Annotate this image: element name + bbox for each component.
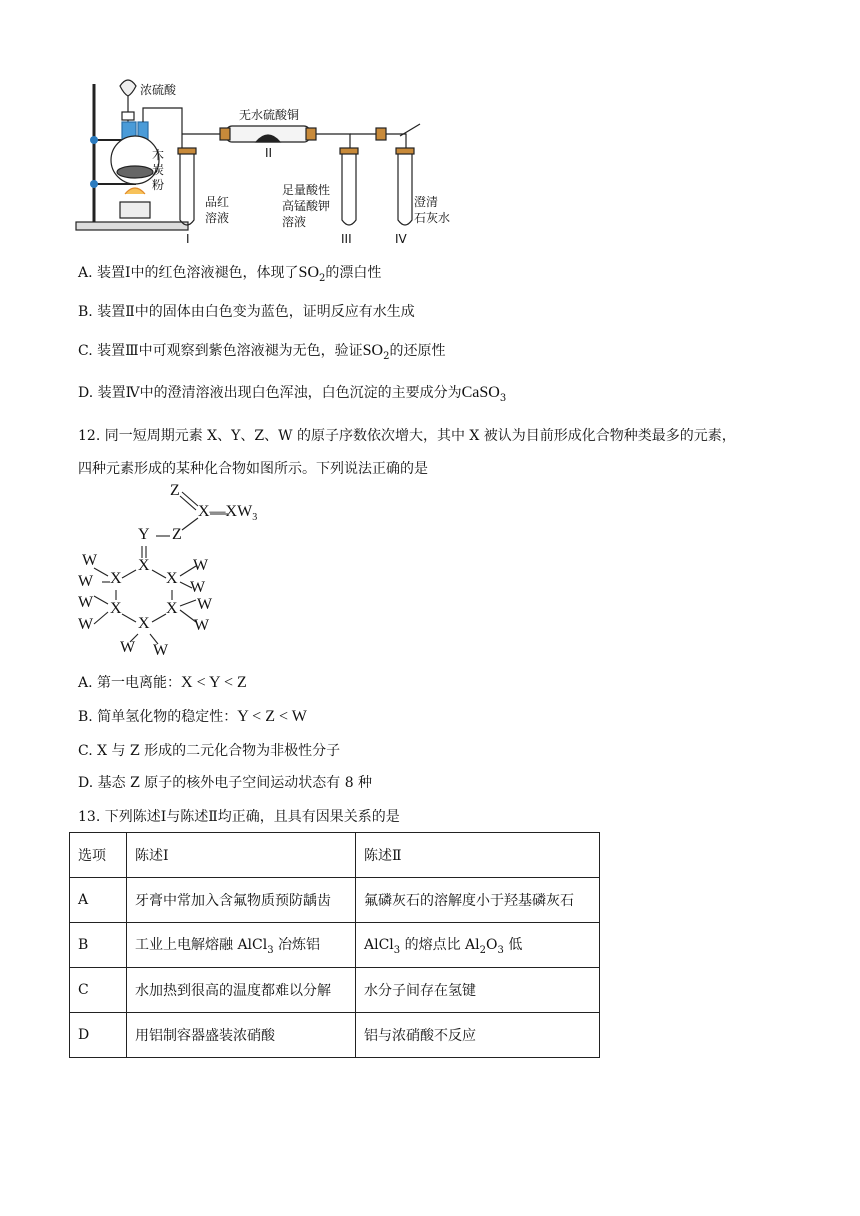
label-limewater-1: 澄清 [414, 195, 439, 209]
q11-option-c-text: C. 装置Ⅲ中可观察到紫色溶液褪为无色，验证 [78, 343, 363, 359]
label-pinred-1: 品红 [205, 195, 230, 209]
label-pinred-2: 溶液 [205, 211, 230, 225]
q13-table [69, 832, 600, 1058]
label-charcoal-2: 炭 [152, 163, 165, 177]
header-statement-1: 陈述Ⅰ [127, 833, 356, 878]
label-roman-1: I [186, 232, 190, 246]
row-a-option: A [70, 878, 127, 923]
q12-stem-line2: 四种元素形成的某种化合物如图所示。下列说法正确的是 [78, 461, 428, 477]
q13-stem: 13. 下列陈述Ⅰ与陈述Ⅱ均正确，且具有因果关系的是 [78, 809, 400, 825]
row-b-s1-b: 冶炼铝 [273, 937, 321, 954]
q11-option-c [78, 340, 445, 362]
row-b-s2-a: AlCl [364, 937, 394, 954]
label-roman-3: III [341, 232, 352, 246]
row-b-s1-sub: 3 [267, 944, 274, 956]
q11-option-d [78, 382, 506, 404]
label-anhydrous-cuso4: 无水硫酸铜 [239, 108, 300, 122]
q12-stem-line1: 12. 同一短周期元素 X、Y、Z、W 的原子序数依次增大，其中 X 被认为目前形成化合物种类最多的元素， [78, 428, 736, 444]
struct-x-xw3 [198, 503, 257, 523]
row-b-s2-sub: 3 [393, 944, 401, 956]
struct-x-3: X [166, 570, 178, 587]
struct-z-mid: Z [172, 526, 182, 543]
struct-w-2: W [78, 573, 94, 590]
row-b-s2-b: 的熔点比 Al [400, 937, 480, 954]
row-b-s2-sub2: 2 [479, 944, 487, 956]
row-d-s2: 铝与浓硝酸不反应 [356, 1013, 600, 1058]
q12-option-b-text: B. 简单氢化物的稳定性： [78, 709, 238, 725]
struct-w-3: W [78, 594, 94, 611]
struct-w-6: W [190, 579, 206, 596]
q12-option-a [78, 672, 247, 692]
struct-x-xw-text: X—XW [198, 503, 253, 520]
q11-option-d-text: D. 装置Ⅳ中的澄清溶液出现白色浑浊，白色沉淀的主要成分为 [78, 385, 462, 401]
struct-w-8: W [194, 617, 210, 634]
struct-x-6: X [138, 615, 150, 632]
struct-w-4: W [78, 616, 94, 633]
row-a-s2: 氟磷灰石的溶解度小于羟基磷灰石 [356, 878, 600, 923]
row-b-s1 [127, 923, 356, 968]
struct-x-2: X [110, 570, 122, 587]
struct-w-1: W [82, 552, 98, 569]
q11-option-d-chem: CaSO [461, 384, 500, 401]
q11-option-a-post: 的漂白性 [325, 265, 382, 281]
label-kmno4-1: 足量酸性 [282, 183, 331, 197]
struct-x-5: X [166, 600, 178, 617]
struct-w-9: W [120, 639, 136, 656]
row-b-option: B [70, 923, 127, 968]
label-kmno4-2: 高锰酸钾 [282, 199, 331, 213]
q12-option-d: D. 基态 Z 原子的核外电子空间运动状态有 8 种 [78, 775, 373, 791]
label-roman-2: II [265, 146, 273, 160]
q11-option-a-sub: 2 [319, 272, 326, 284]
struct-z-top: Z [170, 482, 180, 499]
q12-option-c: C. X 与 Z 形成的二元化合物为非极性分子 [78, 743, 341, 759]
header-option: 选项 [70, 833, 127, 878]
label-conc-acid: 浓硫酸 [140, 83, 177, 97]
q11-option-b: B. 装置Ⅱ中的固体由白色变为蓝色，证明反应有水生成 [78, 304, 415, 320]
row-c-option: C [70, 968, 127, 1013]
struct-w-7: W [197, 596, 213, 613]
struct-w-10: W [153, 642, 169, 659]
row-b-s2 [356, 923, 600, 968]
row-b-s2-c: O [486, 937, 498, 954]
q11-option-a [78, 262, 381, 284]
q11-option-c-chem: SO [362, 342, 384, 359]
label-kmno4-3: 溶液 [282, 215, 307, 229]
label-charcoal-3: 粉 [152, 178, 165, 192]
q12-option-b [78, 706, 307, 726]
table-row [70, 878, 600, 923]
table-row [70, 923, 600, 968]
q11-option-d-sub: 3 [499, 392, 507, 404]
q11-option-a-chem: SO [298, 264, 319, 281]
q11-option-c-sub: 2 [383, 350, 390, 362]
table-header-row [70, 833, 600, 878]
row-c-s1: 水加热到很高的温度都难以分解 [127, 968, 356, 1013]
struct-w-5: W [193, 557, 209, 574]
struct-x-1: X [138, 557, 150, 574]
label-roman-4: IV [395, 232, 407, 246]
q12-option-a-text: A. 第一电离能： [78, 675, 182, 691]
row-d-s1: 用铝制容器盛装浓硝酸 [127, 1013, 356, 1058]
q11-apparatus-figure [70, 64, 450, 248]
q12-option-a-formula: X < Y < Z [181, 674, 247, 691]
row-b-s2-sub3: 3 [497, 944, 504, 956]
row-d-option: D [70, 1013, 127, 1058]
struct-x-4: X [110, 600, 122, 617]
row-c-s2: 水分子间存在氢键 [356, 968, 600, 1013]
row-b-s2-d: 低 [503, 937, 523, 954]
row-b-s1-a: 工业上电解熔融 AlCl [135, 937, 268, 954]
row-a-s1: 牙膏中常加入含氟物质预防龋齿 [127, 878, 356, 923]
q11-option-a-text: A. 装置Ⅰ中的红色溶液褪色，体现了 [78, 265, 299, 281]
table-row [70, 1013, 600, 1058]
struct-y: Y [138, 526, 150, 543]
header-statement-2: 陈述Ⅱ [356, 833, 600, 878]
q11-option-c-post: 的还原性 [389, 343, 446, 359]
label-charcoal-1: 木 [152, 148, 165, 162]
q12-option-b-formula: Y < Z < W [237, 708, 307, 725]
label-limewater-2: 石灰水 [414, 211, 451, 225]
struct-w3-sub: 3 [252, 512, 258, 524]
table-row [70, 968, 600, 1013]
